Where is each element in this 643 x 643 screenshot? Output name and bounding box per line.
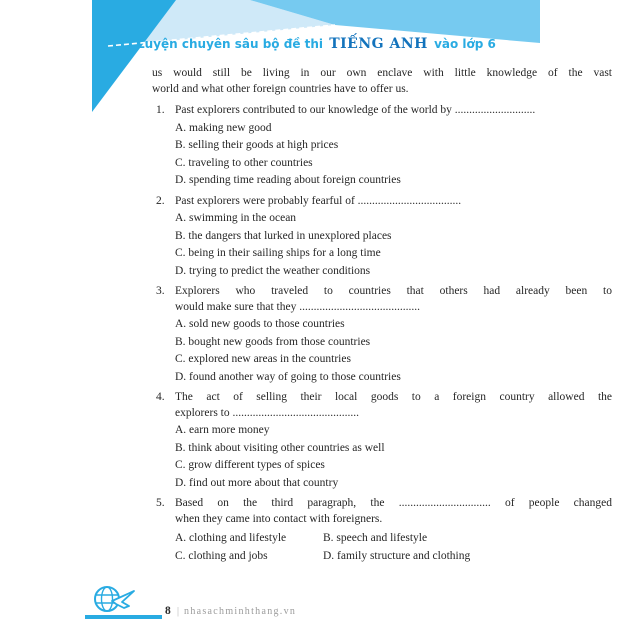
- question-3-stem-line-2: would make sure that they ..........................................: [175, 300, 420, 313]
- page-header-title: [137, 36, 496, 52]
- question-5-stem-line-1: Based on the third paragraph, the ................................ of people changed: [175, 497, 612, 509]
- option-c: C. grow different types of spices: [175, 459, 325, 471]
- question-4: [152, 390, 612, 491]
- option-c: C. being in their sailing ships for a long time: [175, 247, 381, 259]
- question-4-stem-line-1: The act of selling their local goods to a foreign country allowed the: [175, 391, 612, 403]
- option-c: C. explored new areas in the countries: [175, 353, 351, 365]
- option-b: B. speech and lifestyle: [323, 532, 428, 544]
- option-b: B. selling their goods at high prices: [175, 139, 339, 151]
- intro-line-1: us would still be living in our own enclave with little knowledge of the vast: [152, 67, 612, 79]
- option-a: A. clothing and lifestyle: [175, 532, 287, 544]
- question-2: [152, 194, 612, 280]
- question-4-options: [175, 423, 612, 491]
- footer-website: [177, 606, 296, 617]
- question-1-number: 1.: [156, 104, 165, 116]
- question-2-number: 2.: [156, 194, 165, 207]
- footer-separator: |: [177, 606, 180, 617]
- question-4-stem-line-2: explorers to ............................................: [175, 406, 359, 419]
- option-a: A. earn more money: [175, 424, 270, 436]
- question-3: [152, 284, 612, 385]
- question-2-stem: Past explorers were probably fearful of ....................................: [175, 194, 462, 207]
- option-d: D. family structure and clothing: [323, 549, 471, 562]
- footer-accent-bar: [85, 615, 162, 619]
- question-1: [152, 103, 612, 189]
- question-3-stem-line-1: Explorers who traveled to countries that others had already been to: [175, 285, 612, 297]
- option-a: A. sold new goods to those countries: [175, 318, 345, 330]
- question-3-options: [175, 317, 612, 385]
- option-d: D. trying to predict the weather conditions: [175, 264, 371, 277]
- option-c: C. clothing and jobs: [175, 549, 268, 562]
- header-title-prefix: Luyện chuyên sâu bộ đề thi: [137, 37, 324, 51]
- question-3-number: 3.: [156, 285, 165, 297]
- question-1-stem: Past explorers contributed to our knowledge of the world by ............................: [175, 104, 536, 116]
- footer-website-text: nhasachminhthang.vn: [184, 606, 297, 617]
- option-a: A. swimming in the ocean: [175, 212, 297, 224]
- option-b: B. the dangers that lurked in unexplored places: [175, 229, 392, 242]
- header-title-suffix: vào lớp 6: [434, 37, 496, 51]
- question-4-number: 4.: [156, 391, 165, 403]
- content-area: [152, 66, 612, 569]
- intro-paragraph: [152, 66, 612, 97]
- globe-airplane-icon: [88, 582, 140, 618]
- question-5-stem-line-2: when they came into contact with foreigners.: [175, 512, 383, 525]
- option-d: D. spending time reading about foreign countries: [175, 174, 401, 186]
- option-b: B. think about visiting other countries as well: [175, 441, 385, 454]
- option-c: C. traveling to other countries: [175, 156, 313, 169]
- option-d: D. found another way of going to those countries: [175, 370, 401, 383]
- option-b: B. bought new goods from those countries: [175, 335, 371, 348]
- question-5-options: [175, 529, 612, 564]
- option-a: A. making new good: [175, 121, 272, 134]
- option-d: D. find out more about that country: [175, 476, 339, 489]
- header-title-highlight: TIẾNG ANH: [329, 36, 428, 52]
- page-number: 8: [165, 605, 171, 617]
- question-5-number: 5.: [156, 497, 165, 509]
- question-1-options: [175, 121, 612, 189]
- question-5: [152, 496, 612, 564]
- intro-line-2: world and what other foreign countries have to offer us.: [152, 82, 409, 95]
- question-2-options: [175, 211, 612, 279]
